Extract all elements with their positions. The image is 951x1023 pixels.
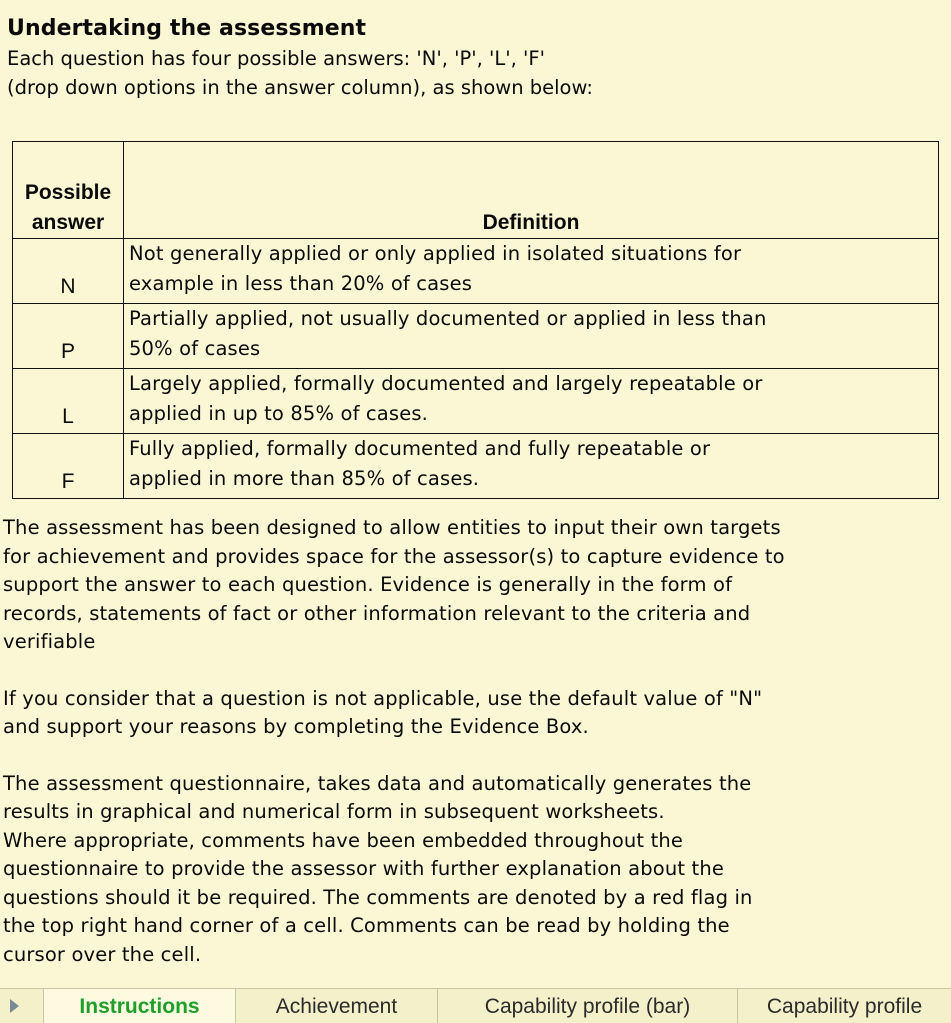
- table-row: [13, 239, 939, 304]
- answer-code-cell[interactable]: N: [13, 239, 124, 304]
- page-title: Undertaking the assessment: [7, 16, 367, 41]
- answer-code-cell[interactable]: P: [13, 304, 124, 369]
- possible-answers-table: [12, 141, 939, 499]
- intro-line: (drop down options in the answer column), as shown below:: [7, 76, 593, 99]
- paragraph-results-comments: The assessment questionnaire, takes data and automatically generates the results in graphical and numerical form in subsequent worksheets. Where appropriate, comments have been embedded throughout the questionnaire to provide the assessor with further explanation about the questions should it be required. The comments are denoted by a red flag in the top right hand corner of a cell. Comments can be read by holding the cursor over the cell.: [3, 771, 753, 966]
- answer-code-cell[interactable]: F: [13, 434, 124, 499]
- answer-code-cell[interactable]: L: [13, 369, 124, 434]
- intro-line: Each question has four possible answers: 'N', 'P', 'L', 'F': [7, 47, 545, 70]
- definition-cell[interactable]: Fully applied, formally documented and fully repeatable or applied in more than 85% of cases.: [124, 434, 939, 499]
- table-header-row: [13, 142, 939, 239]
- sheet-scroll-button[interactable]: [0, 989, 44, 1023]
- tab-capability-profile[interactable]: Capability profile: [766, 995, 923, 1018]
- definition-cell[interactable]: Partially applied, not usually documented or applied in less than 50% of cases: [124, 304, 939, 369]
- tab-capability-profile-bar[interactable]: Capability profile (bar): [438, 989, 738, 1023]
- play-right-icon: [10, 999, 19, 1013]
- column-header-possible-answer: Possible answer: [13, 142, 124, 239]
- tab-instructions[interactable]: Instructions: [44, 989, 236, 1023]
- definition-cell[interactable]: Not generally applied or only applied in isolated situations for example in less than 20% of cases: [124, 239, 939, 304]
- heading-block: [7, 14, 937, 102]
- table-row: [13, 434, 939, 499]
- instructions-body: [3, 514, 943, 997]
- tab-achievement[interactable]: Achievement: [236, 989, 438, 1023]
- column-header-definition: Definition: [124, 142, 939, 239]
- table-row: [13, 369, 939, 434]
- paragraph-targets-evidence: The assessment has been designed to allow entities to input their own targets for achievement and provides space for the assessor(s) to capture evidence to support the answer to each question. Evidence is generally in the form of records, statements of fact or other information relevant to the criteria and verifiable: [3, 516, 785, 653]
- definition-cell[interactable]: Largely applied, formally documented and largely repeatable or applied in up to 85% of cases.: [124, 369, 939, 434]
- sheet-tab-bar: [0, 988, 951, 1023]
- paragraph-not-applicable: If you consider that a question is not applicable, use the default value of "N" and support your reasons by completing the Evidence Box.: [3, 686, 763, 738]
- table-row: [13, 304, 939, 369]
- intro-text: [7, 44, 937, 102]
